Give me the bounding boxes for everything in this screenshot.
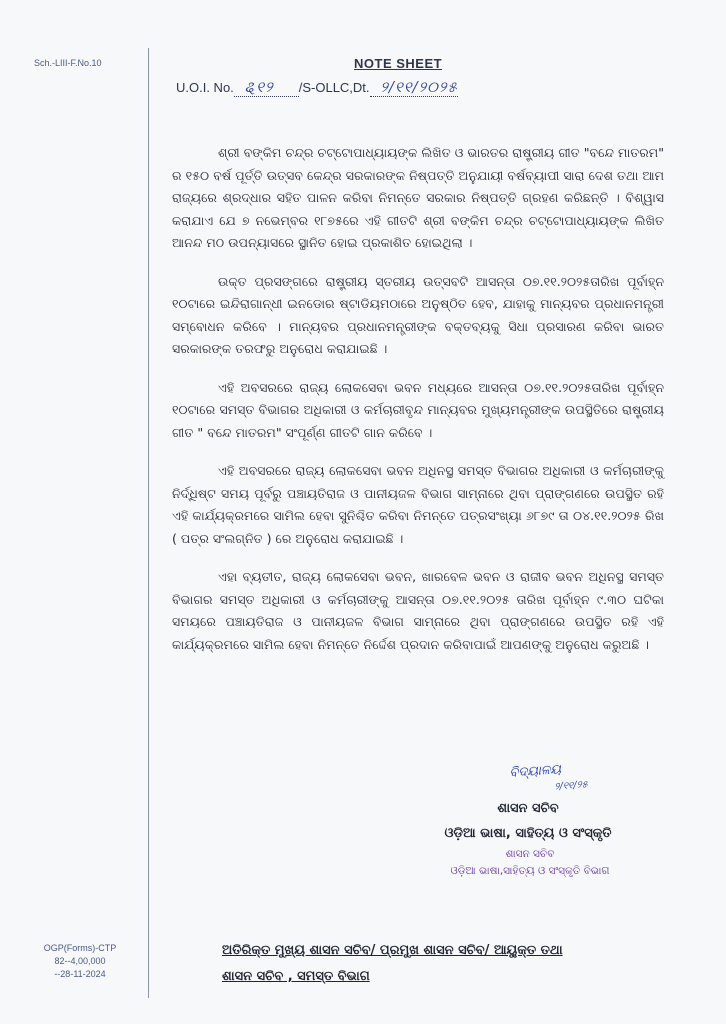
uoi-label: U.O.I. No.: [176, 80, 234, 95]
form-reference: Sch.-LIII-F.No.10: [34, 58, 102, 68]
print-info-line-2: 82--4,00,000: [54, 956, 106, 966]
addressee-line-2: ଶାସନ ସଚିବ , ସମସ୍ତ ବିଭାଗ: [222, 969, 370, 984]
official-stamp: [418, 846, 642, 880]
paragraph-intro: ଶ୍ରୀ ବଙ୍କିମ ଚନ୍ଦ୍ର ଚଟ୍ଟୋପାଧ୍ୟାୟଙ୍କ ଲିଖିତ ଓ ଭାରତର ରାଷ୍ଟ୍ରୀୟ ଗୀତ "ବନ୍ଦେ ମାତରମ" ର ୧୫୦ ବର୍ଷ ପୂର୍ତ୍ତି ଉତ୍ସବ କେନ୍ଦ୍ର ସରକାରଙ୍କ ନିଷ୍ପତ୍ତି ଅନୁଯାୟୀ ବର୍ଷବ୍ୟାପୀ ସାରା ଦେଶ ତଥା ଆମ ରାଜ୍ୟରେ ଶ୍ରଦ୍ଧାର ସହିତ ପାଳନ କରିବା ନିମନ୍ତେ ସରକାର ନିଷ୍ପତ୍ତି ଗ୍ରହଣ କରିଛନ୍ତି । ବିଶ୍ୱାସ କରାଯାଏ ଯେ ୭ ନଭେମ୍ବର ୧୮୭୫ରେ ଏହି ଗୀତଟି ଶ୍ରୀ ବଙ୍କିମ ଚନ୍ଦ୍ର ଚଟ୍ଟୋପାଧ୍ୟାୟଙ୍କ ଲିଖିତ ଆନନ୍ଦ ମଠ ଉପନ୍ୟାସରେ ସ୍ଥାନିତ ହୋଇ ପ୍ରକାଶିତ ହୋଇଥିଲା ।: [172, 145, 664, 250]
paragraph-national-event: ଉକ୍ତ ପ୍ରସଙ୍ଗରେ ରାଷ୍ଟ୍ରୀୟ ସ୍ତରୀୟ ଉତ୍ସବଟି ଆସନ୍ତା ୦୭.୧୧.୨୦୨୫ତାରିଖ ପୂର୍ବାହ୍ନ ୧୦ଟାରେ ଇନ୍ଦିରାଗାନ୍ଧୀ ଇନଡୋର ଷ୍ଟାଡିୟମଠାରେ ଅନୁଷ୍ଠିତ ହେବ, ଯାହାକୁ ମାନ୍ୟବର ପ୍ରଧାନମନ୍ତ୍ରୀ ସମ୍ବୋଧନ କରିବେ । ମାନ୍ୟବର ପ୍ରଧାନମନ୍ତ୍ରୀଙ୍କ ବକ୍ତବ୍ୟକୁ ସିଧା ପ୍ରସାରଣ କରିବା ଭାରତ ସରକାରଙ୍କ ତରଫରୁ ଅନୁରୋଧ କରାଯାଇଛି ।: [172, 273, 664, 356]
addressee-block: [222, 938, 692, 990]
stamp-designation: ଶାସନ ସଚିବ: [505, 848, 555, 860]
uoi-number-field: [234, 78, 299, 97]
page-title: NOTE SHEET: [354, 56, 443, 71]
print-info-line-1: OGP(Forms)-CTP: [43, 943, 117, 953]
uoi-number: ୡ୧୨: [244, 78, 274, 96]
margin-rule: [148, 48, 149, 998]
paragraph-earlier-request: ଏହି ଅବସରରେ ରାଜ୍ୟ ଲୋକସେବା ଭବନ ଅଧିନସ୍ଥ ସମସ୍ତ ବିଭାଗର ଅଧିକାରୀ ଓ କର୍ମଚାରୀଙ୍କୁ ନିର୍ଦ୍ଧିଷ୍ଟ ସମୟ ପୂର୍ବରୁ ପଞ୍ଚାୟତିରାଜ ଓ ପାନୀୟଜଳ ବିଭାଗ ସାମ୍ନାରେ ଥିବା ପ୍ରାଙ୍ଗଣରେ ଉପସ୍ଥିତ ରହି ଏହି କାର୍ଯ୍ୟକ୍ରମରେ ସାମିଲ ହେବା ସୁନିଶ୍ଚିତ କରିବା ନିମନ୍ତେ ପତ୍ରସଂଖ୍ୟା ୬୮୭୯ ତା ୦୪.୧୧.୨୦୨୫ ରିଖ ( ପତ୍ର ସଂଲଗ୍ନିତ ) ରେ ଅନୁରୋଧ କରାଯାଇଛି ।: [172, 463, 664, 546]
signatory-block: [428, 796, 628, 846]
handwritten-date: ୨/୧୧/୨୦୨୫: [380, 78, 458, 96]
addressee-line-1: ଅତିରିକ୍ତ ମୁଖ୍ୟ ଶାସନ ସଚିବ/ ପ୍ରମୁଖ ଶାସନ ସଚିବ/ ଆୟୁକ୍ତ ତଥା: [222, 943, 563, 958]
form-print-info: [34, 942, 126, 981]
paragraph-state-event: ଏହି ଅବସରରେ ରାଜ୍ୟ ଲୋକସେବା ଭବନ ମଧ୍ୟରେ ଆସନ୍ତା ୦୭.୧୧.୨୦୨୫ତାରିଖ ପୂର୍ବାହ୍ନ ୧୦ଟାରେ ସମସ୍ତ ବିଭାଗର ଅଧିକାରୀ ଓ କର୍ମଚାରୀବୃନ୍ଦ ମାନ୍ୟବର ମୁଖ୍ୟମନ୍ତ୍ରୀଙ୍କ ଉପସ୍ଥିତିରେ ରାଷ୍ଟ୍ରୀୟ ଗୀତ " ବନ୍ଦେ ମାତରମ" ସଂପୂର୍ଣ୍ଣ ଗୀତଟି ଗାନ କରିବେ ।: [172, 379, 664, 440]
signatory-designation: ଶାସନ ସଚିବ: [497, 801, 559, 816]
signatory-department: ଓଡ଼ିଆ ଭାଷା, ସାହିତ୍ୟ ଓ ସଂସ୍କୃତି: [444, 826, 612, 841]
office-reference: /S-OLLC,Dt.: [298, 80, 370, 95]
signature-date: ୨/୧୧/୨୫: [554, 779, 589, 793]
handwritten-signature: [509, 759, 589, 798]
signature-name: ବିଦ୍ୟାଳୟ: [508, 762, 562, 781]
print-info-line-3: --28-11-2024: [54, 969, 106, 979]
paragraph-direction: ଏହା ବ୍ୟତୀତ, ରାଜ୍ୟ ଲୋକସେବା ଭବନ, ଖାରବେଳ ଭବନ ଓ ରାଜୀବ ଭବନ ଅଧିନସ୍ଥ ସମସ୍ତ ବିଭାଗର ସମସ୍ତ ଅଧିକାରୀ ଓ କର୍ମଚାରୀଙ୍କୁ ଆସନ୍ତା ୦୭.୧୧.୨୦୨୫ ତାରିଖ ପୂର୍ବାହ୍ନ ୯.୩୦ ଘଟିକା ସମୟରେ ପଞ୍ଚାୟତିରାଜ ଓ ପାନୀୟଜଳ ବିଭାଗ ସାମ୍ନାରେ ଥିବା ପ୍ରାଙ୍ଗଣରେ ଉପସ୍ଥିତ ରହି ଏହି କାର୍ଯ୍ୟକ୍ରମରେ ସାମିଲ ହେବା ନିମନ୍ତେ ନିର୍ଦ୍ଦେଶ ପ୍ରଦାନ କରିବାପାଇଁ ଆପଣଙ୍କୁ ଅନୁରୋଧ କରୁଅଛି ।: [172, 569, 664, 652]
stamp-department: ଓଡ଼ିଆ ଭାଷା,ସାହିତ୍ୟ ଓ ସଂସ୍କୃତି ବିଭାଗ: [450, 865, 610, 877]
date-field: [370, 78, 458, 97]
uoi-line: [176, 78, 458, 97]
note-body: [172, 142, 664, 672]
